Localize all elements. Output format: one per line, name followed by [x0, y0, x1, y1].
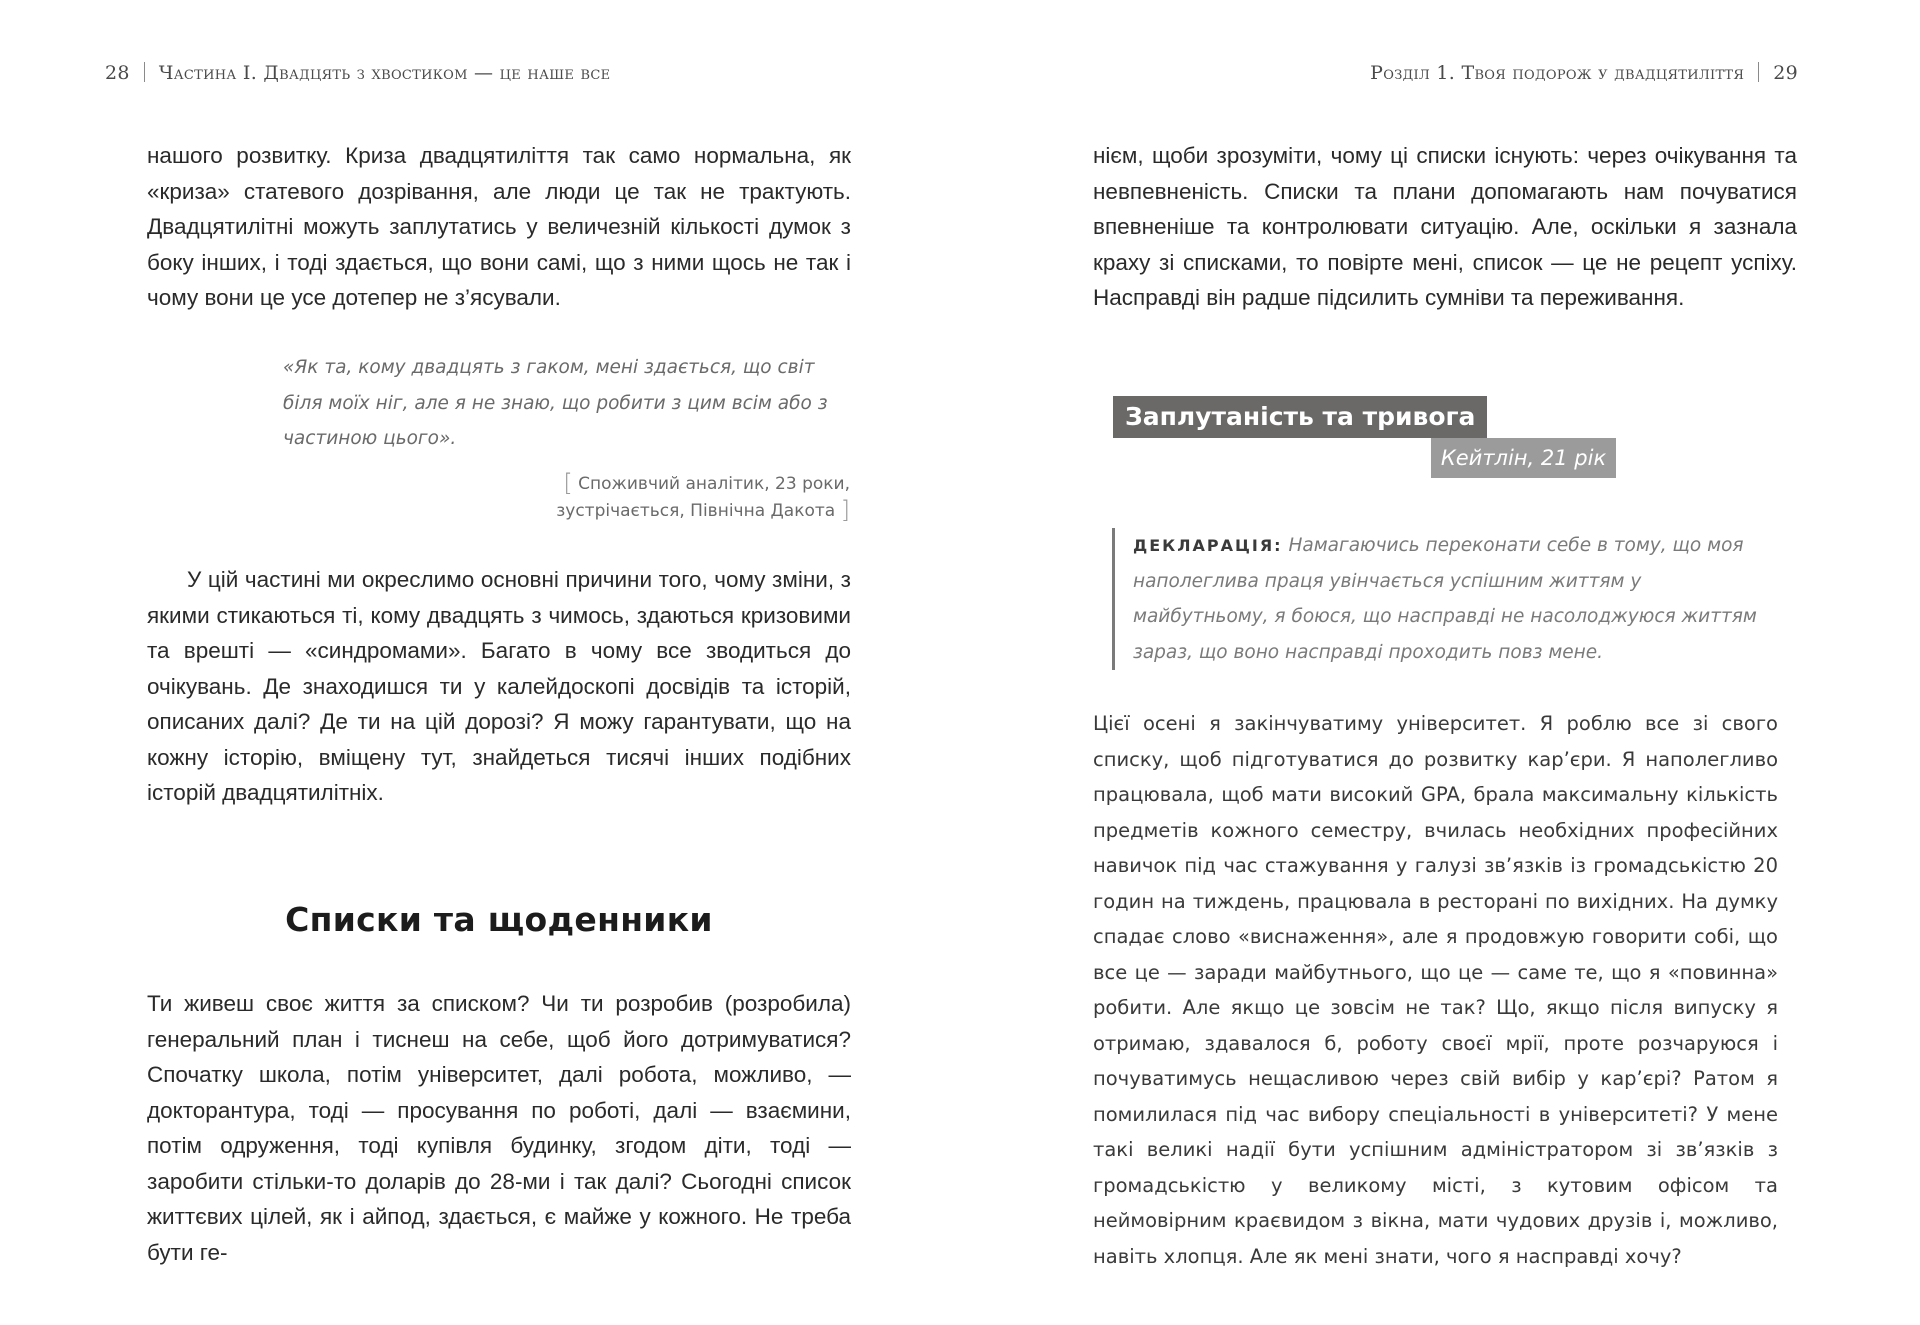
story-author-box: Кейтлін, 21 рік: [1431, 438, 1616, 478]
story-body: Цієї осені я закінчуватиму університет. Я роблю все зі свого списку, щоб підготуватися до розвитку кар’єри. Я наполегливо працювала, щоб мати високий GPA, брала максимальну кількість предметів кожного семестру, вчилась необхідних професійних навичок під час стажування у галузі зв’язків із громадськістю 20 годин на тиждень, працювала в ресторані по вихідних. На думку спадає слово «виснаження», але я продовжую говорити собі, що все це — заради майбутнього, що це — саме те, що я «повинна» робити. Але якщо це зовсім не так? Що, якщо після випуску я отримаю, здавалося б, роботу своєї мрії, проте розчаруюся і почуватимусь нещасливою через свій вибір у кар’єрі? Ратом я помилилася під час вибору спеціальності в університеті? У мене такі великі надії бути успішним адміністратором зі зв’язків з громадськістю у великому місті, з кутовим офісом та неймовірним краєвидом з вікна, мати чудових друзів і, можливо, навіть хлопця. Але як мені знати, чого я насправді хочу?: [1093, 712, 1778, 1268]
body-paragraph: [147, 138, 851, 316]
declaration-label: ДЕКЛАРАЦІЯ:: [1133, 536, 1283, 555]
attribution-line-2: зустрічається, Північна Дакота: [556, 501, 836, 521]
right-page: [960, 0, 1920, 1325]
paragraph-text: Ти живеш своє життя за списком? Чи ти розробив (розробила) генеральний план і тиснеш на себе, щоб його дотримуватися? Спочатку школа, потім університет, далі робота, можливо, — докторантура, тоді — просування по роботі, далі — взаємини, потім одруження, тоді купівля будинку, згодом діти, тоді — заробити стільки-то доларів до 28-ми і так далі? Сьогодні список життєвих цілей, як і айпод, здається, є майже у кожного. Не треба бути ге-: [147, 991, 851, 1265]
story-title-box: Заплутаність та тривога: [1113, 396, 1487, 438]
body-paragraph: [1093, 138, 1797, 316]
page-number: 28: [105, 62, 130, 84]
pull-quote: «Як та, кому двадцять з гаком, мені здається, що світ біля моїх ніг, але я не знаю, що робити з цим всім або з частиною цього».: [283, 357, 828, 449]
paragraph-text: У цій частині ми окреслимо основні причини того, чому зміни, з якими стикаються ті, кому двадцять з чимось, здаються кризовими та врешті — «синдромами». Багато в чому все зводиться до очікувань. Де знаходишся ти у калейдоскопі досвідів та історій, описаних далі? Де ти на цій дорозі? Я можу гарантувати, що на кожну історію, вміщену тут, знайдеться тисячі інших подібних історій двадцятилітніх.: [147, 567, 851, 805]
running-head-title: Розділ 1. Твоя подорож у двадцятиліття: [1370, 62, 1745, 84]
running-head-right: [1370, 62, 1798, 84]
declaration-text: Намагаючись переконати себе в тому, що моя наполеглива праця увінчається успішним життям у майбутньому, я боюся, що насправді не насолоджуюся життям зараз, що воно насправді проходить повз мене.: [1133, 535, 1757, 663]
header-divider: [144, 62, 145, 82]
body-paragraph: [147, 986, 851, 1270]
declaration-block: [1112, 528, 1773, 670]
page-number: 29: [1773, 62, 1798, 84]
running-head-title: Частина І. Двадцять з хвостиком — це наше все: [158, 62, 611, 84]
quote-attribution: [490, 470, 850, 524]
running-head-left: [105, 62, 610, 84]
body-paragraph: [147, 562, 851, 811]
paragraph-text: нієм, щоби зрозуміти, чому ці списки існують: через очікування та невпевненість. Списки та плани допомагають нам почуватися впевненіше та контролювати ситуацію. Але, оскільки я зазнала краху зі списками, то повірте мені, список — це не рецепт успіху. Насправді він радше підсилить сумніви та переживання.: [1093, 143, 1797, 310]
attribution-line-1: Споживчий аналітик, 23 роки,: [578, 474, 850, 494]
section-heading: Списки та щоденники: [285, 900, 713, 939]
header-divider: [1758, 62, 1759, 82]
bracket-open: [: [563, 469, 573, 497]
bracket-close: ]: [840, 496, 850, 524]
paragraph-text: нашого розвитку. Криза двадцятиліття так само нормальна, як «криза» статевого дозрівання, але люди це так не трактують. Двадцятилітні можуть заплутатись у величезній кількості думок з боку інших, і тоді здається, що вони самі, що з ними щось не так і чому вони це усе дотепер не з’ясували.: [147, 143, 851, 310]
